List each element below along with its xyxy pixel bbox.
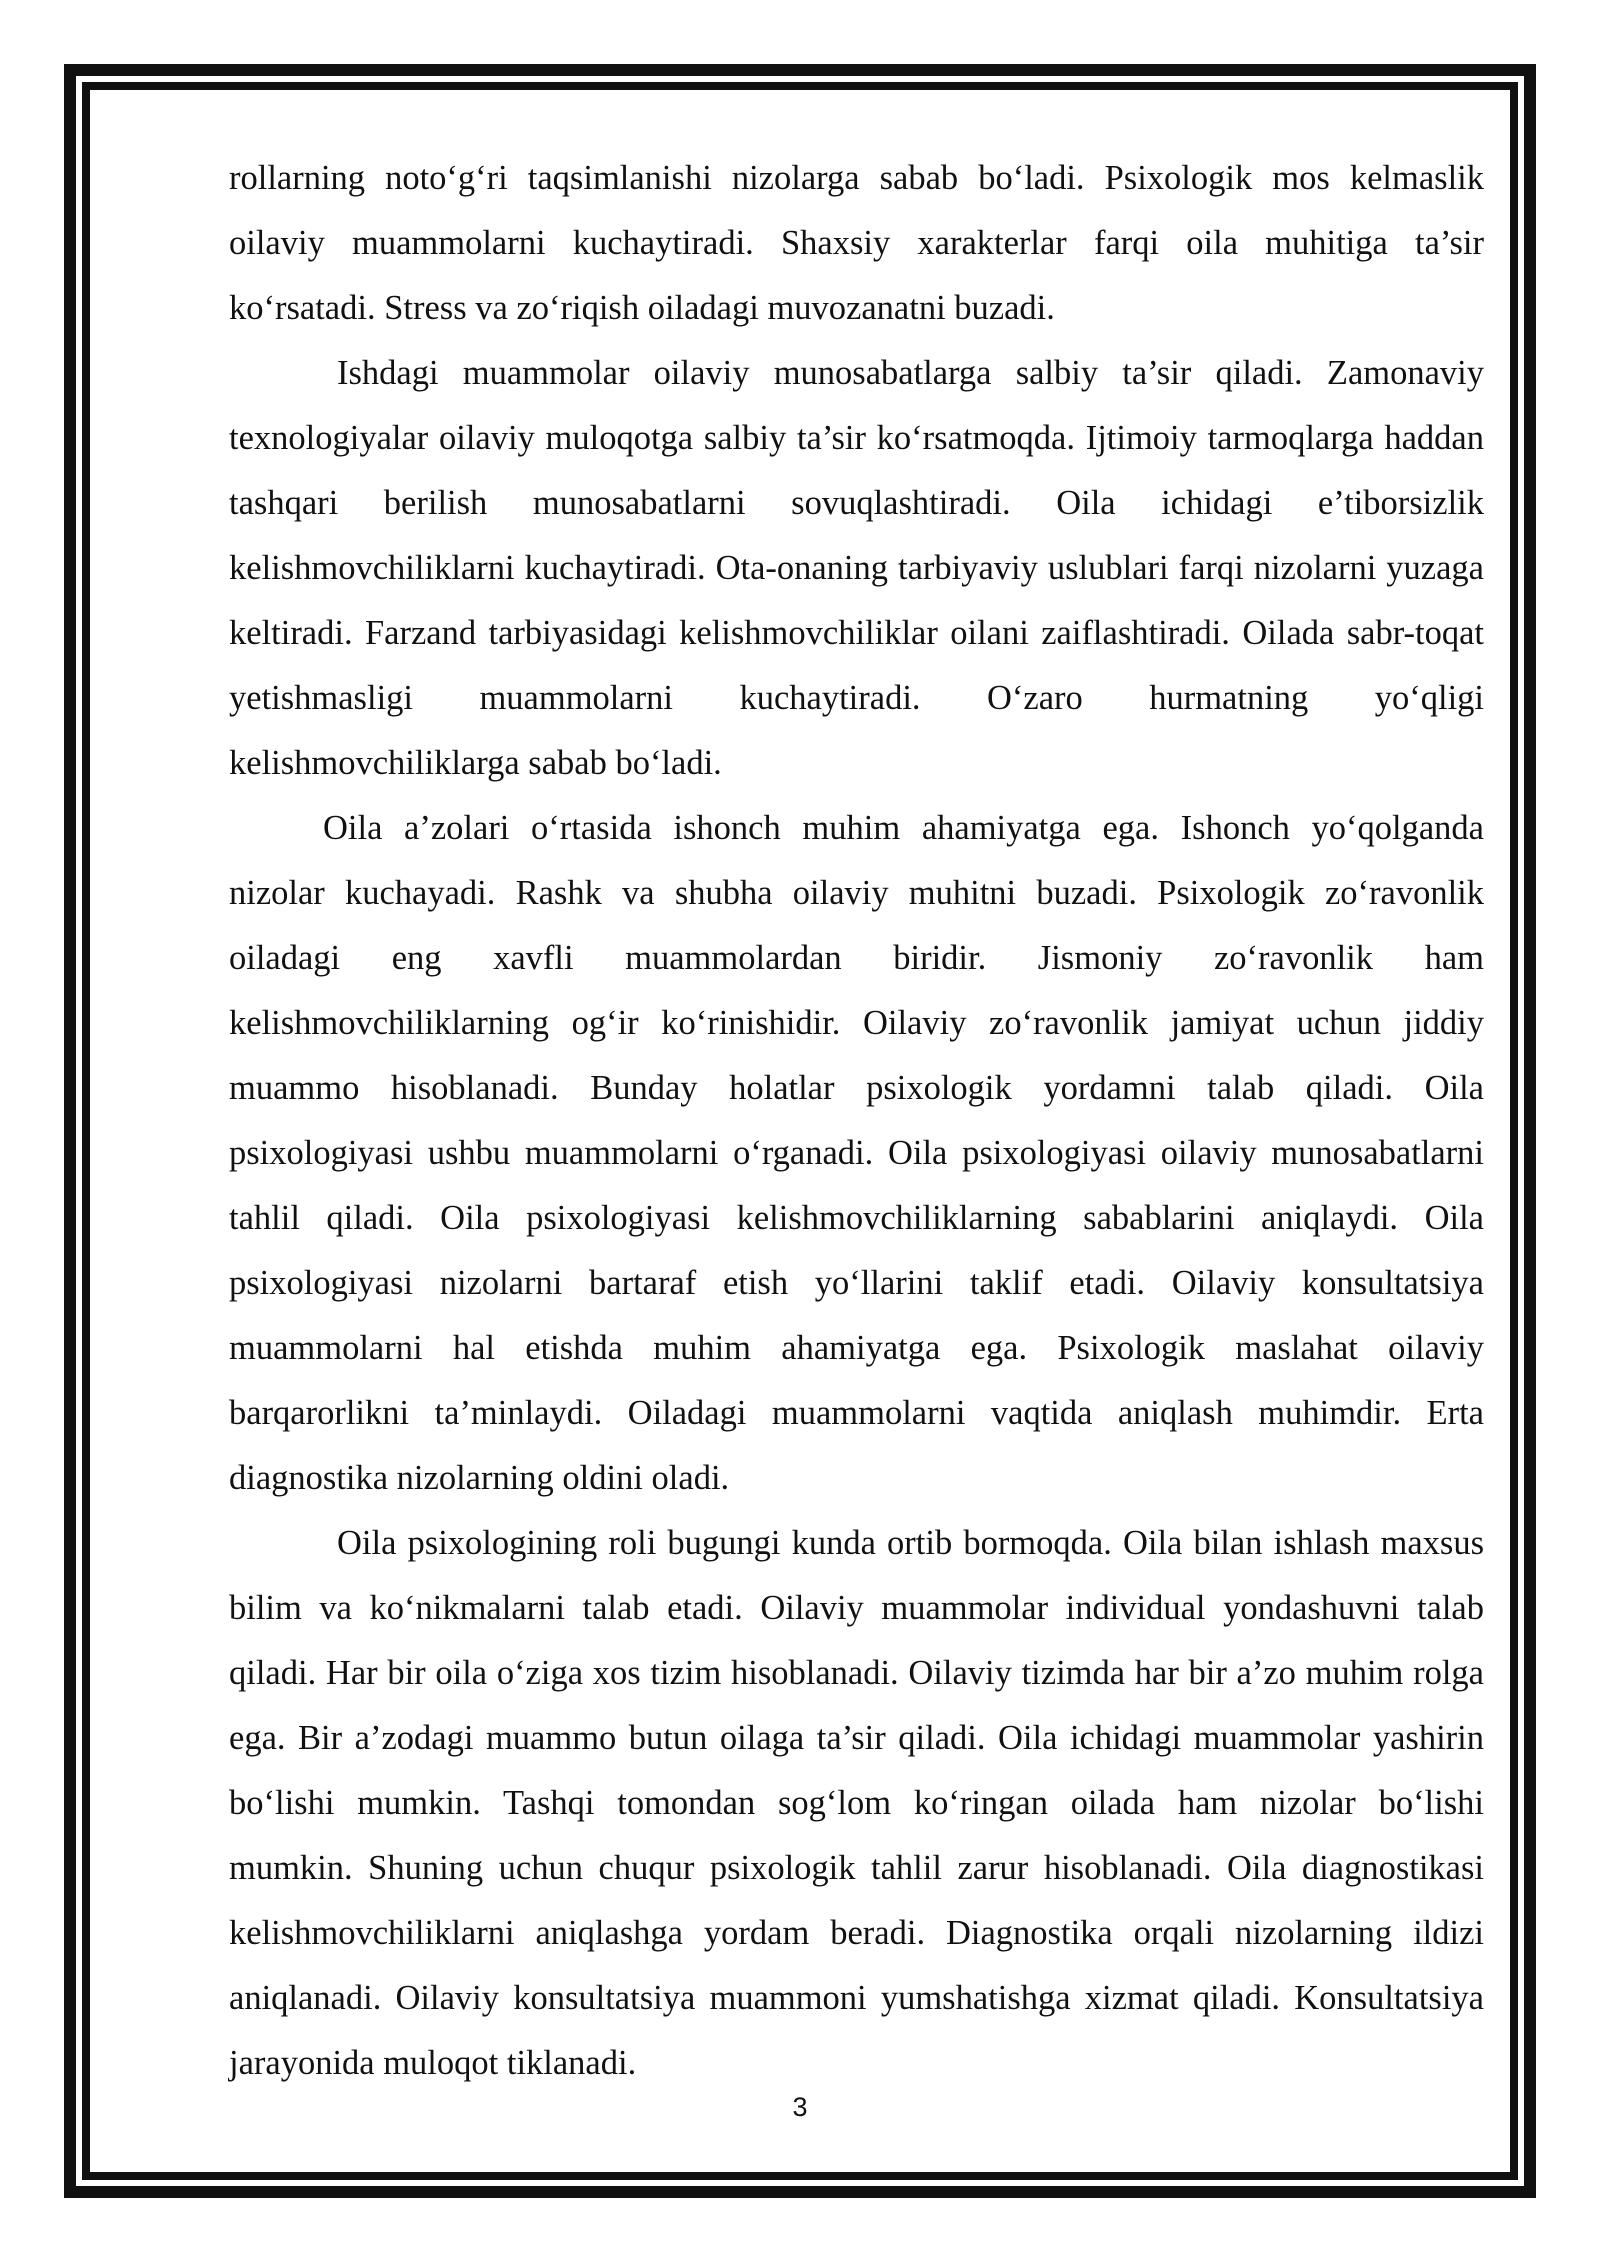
paragraph-3: Oila a’zolari o‘rtasida ishonch muhim ahamiyatga ega. Ishonch yo‘qolganda nizolar kuchayadi. Rashk va shubha oilaviy muhitni buzadi. Psixologik zo‘ravonlik oiladagi eng xavfli muammolardan biridir. Jismoniy zo‘ravonlik ham kelishmovchiliklarning og‘ir ko‘rinishidir. Oilaviy zo‘ravonlik jamiyat uchun jiddiy muammo hisoblanadi. Bunday holatlar psixologik yordamni talab qiladi. Oila psixologiyasi ushbu muammolarni o‘rganadi. Oila psixologiyasi oilaviy munosabatlarni tahlil qiladi. Oila psixologiyasi kelishmovchiliklarning sabablarini aniqlaydi. Oila psixologiyasi nizolarni bartaraf etish yo‘llarini taklif etadi. Oilaviy konsultatsiya muammolarni hal etishda muhim ahamiyatga ega. Psixologik maslahat oilaviy barqarorlikni ta’minlaydi. Oiladagi muammolarni vaqtida aniqlash muhimdir. Erta diagnostika nizolarning oldini oladi. [229, 809, 1484, 1497]
paragraph-1: rollarning noto‘g‘ri taqsimlanishi nizolarga sabab bo‘ladi. Psixologik mos kelmaslik oilaviy muammolarni kuchaytiradi. Shaxsiy xarakterlar farqi oila muhitiga ta’sir ko‘rsatadi. Stress va zo‘riqish oiladagi muvozanatni buzadi. [229, 159, 1484, 327]
document-body [229, 146, 1484, 2096]
page-number: 3 [792, 2092, 808, 2122]
paragraph-4: Oila psixologining roli bugungi kunda ortib bormoqda. Oila bilan ishlash maxsus bilim va ko‘nikmalarni talab etadi. Oilaviy muammolar individual yondashuvni talab qiladi. Har bir oila o‘ziga xos tizim hisoblanadi. Oilaviy tizimda har bir a’zo muhim rolga ega. Bir a’zodagi muammo butun oilaga ta’sir qiladi. Oila ichidagi muammolar yashirin bo‘lishi mumkin. Tashqi tomondan sog‘lom ko‘ringan oilada ham nizolar bo‘lishi mumkin. Shuning uchun chuqur psixologik tahlil zarur hisoblanadi. Oila diagnostikasi kelishmovchiliklarni aniqlashga yordam beradi. Diagnostika orqali nizolarning ildizi aniqlanadi. Oilaviy konsultatsiya muammoni yumshatishga xizmat qiladi. Konsultatsiya jarayonida muloqot tiklanadi. [229, 1524, 1484, 2082]
paragraph-2: Ishdagi muammolar oilaviy munosabatlarga salbiy ta’sir qiladi. Zamonaviy texnologiyalar oilaviy muloqotga salbiy ta’sir ko‘rsatmoqda. Ijtimoiy tarmoqlarga haddan tashqari berilish munosabatlarni sovuqlashtiradi. Oila ichidagi e’tiborsizlik kelishmovchiliklarni kuchaytiradi. Ota-onaning tarbiyaviy uslublari farqi nizolarni yuzaga keltiradi. Farzand tarbiyasidagi kelishmovchiliklar oilani zaiflashtiradi. Oilada sabr-toqat yetishmasligi muammolarni kuchaytiradi. O‘zaro hurmatning yo‘qligi kelishmovchiliklarga sabab bo‘ladi. [229, 354, 1484, 782]
